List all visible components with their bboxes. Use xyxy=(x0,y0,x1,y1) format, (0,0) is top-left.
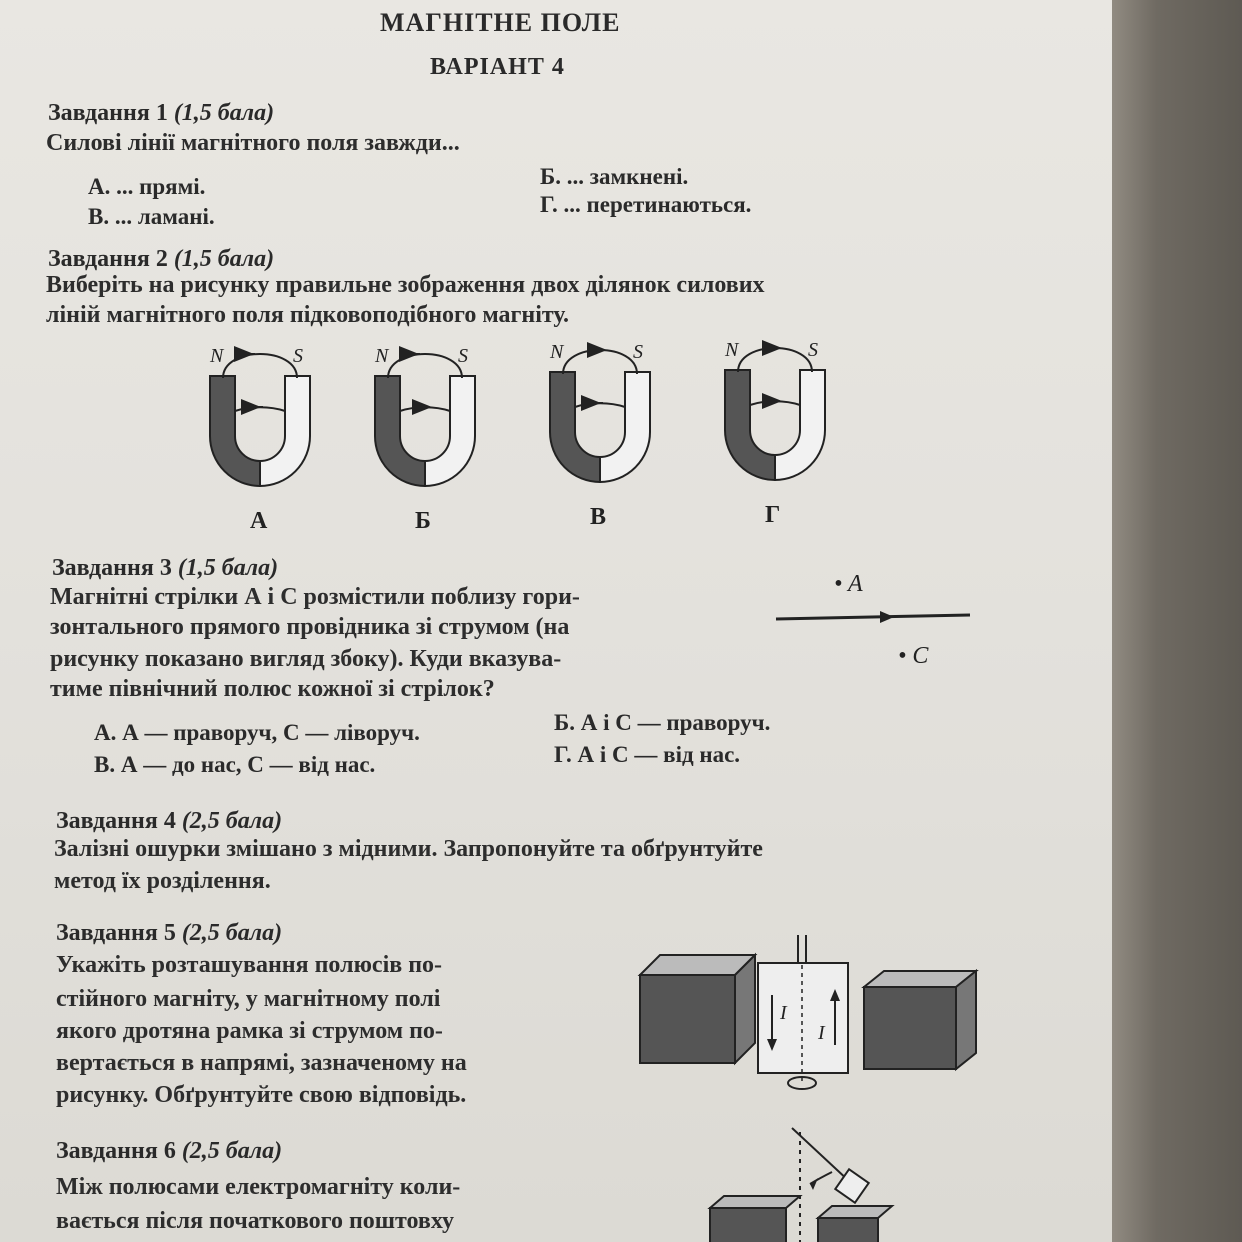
task6-line1: Між полюсами електромагніту коли- xyxy=(56,1174,461,1200)
point-a-label: • A xyxy=(834,571,863,597)
task3-option-a: А. А — праворуч, С — ліворуч. xyxy=(94,720,420,745)
task1-option-g: Г. ... перетинаються. xyxy=(540,192,752,217)
task1-heading-text: Завдання 1 xyxy=(48,100,168,126)
task4-heading xyxy=(56,808,282,835)
magnet-g-north: N xyxy=(725,339,739,361)
current-label-left: I xyxy=(780,1002,787,1024)
task6-line2: вається після початкового поштовху xyxy=(56,1208,454,1234)
task1-question: Силові лінії магнітного поля завжди... xyxy=(46,130,460,156)
task2-heading-text: Завдання 2 xyxy=(48,246,168,272)
magnet-a-north: N xyxy=(210,345,224,367)
task1-heading xyxy=(48,100,274,127)
point-c-label: • C xyxy=(898,643,929,669)
magnet-a xyxy=(209,345,310,534)
task3-line4: тиме північний полюс кожної зі стрілок? xyxy=(50,676,495,702)
horseshoe-figures xyxy=(190,336,910,536)
task5-heading-text: Завдання 5 xyxy=(56,920,176,946)
current-arrow-icon xyxy=(880,611,894,623)
task1-option-a: А. ... прямі. xyxy=(88,174,206,199)
variant-title: ВАРІАНТ 4 xyxy=(430,54,565,80)
task2-heading xyxy=(48,246,274,273)
task3-option-g: Г. А і С — від нас. xyxy=(554,742,741,767)
magnet-b-north: N xyxy=(375,345,389,367)
wire-frame xyxy=(758,935,848,1089)
task4-line1: Залізні ошурки змішано з мідними. Запропонуйте та обґрунтуйте xyxy=(54,836,763,862)
magnet-a-label: А xyxy=(250,508,268,534)
left-magnet-block xyxy=(640,955,755,1063)
task5-points: (2,5 бала) xyxy=(181,920,283,946)
task1-points: (1,5 бала) xyxy=(173,100,275,126)
task3-line1: Магнітні стрілки А і С розмістили поблизу гори- xyxy=(50,584,580,610)
magnet-v-north: N xyxy=(550,341,564,363)
magnet-b-label: Б xyxy=(415,508,431,534)
task1-option-v: В. ... ламані. xyxy=(88,204,215,229)
task6-points: (2,5 бала) xyxy=(181,1138,283,1164)
magnet-v-label: В xyxy=(590,504,607,530)
task3-heading xyxy=(52,555,278,582)
task5-line2: стійного магніту, у магнітному полі xyxy=(56,986,441,1012)
right-magnet-block xyxy=(864,971,976,1069)
current-label-right: I xyxy=(818,1022,825,1044)
magnet-g-south: S xyxy=(808,339,818,361)
task6-heading xyxy=(56,1138,282,1165)
magnet-v xyxy=(549,341,650,530)
task5-heading xyxy=(56,920,282,947)
task2-question-line1: Виберіть на рисунку правильне зображення двох ділянок силових xyxy=(46,272,765,298)
task5-line3: якого дротяна рамка зі струмом по- xyxy=(56,1018,443,1044)
frame-figure xyxy=(630,935,990,1095)
task3-points: (1,5 бала) xyxy=(177,555,279,581)
electromagnet-left xyxy=(710,1208,786,1242)
page-title: МАГНІТНЕ ПОЛЕ xyxy=(380,8,621,37)
wire-line xyxy=(776,615,970,619)
task4-line2: метод їх розділення. xyxy=(54,868,271,894)
pendulum-figure xyxy=(700,1122,900,1242)
task4-points: (2,5 бала) xyxy=(181,808,283,834)
task3-option-v: В. А — до нас, С — від нас. xyxy=(94,752,376,777)
magnet-g xyxy=(724,339,825,528)
magnet-a-south: S xyxy=(293,345,303,367)
task5-line1: Укажіть розташування полюсів по- xyxy=(56,952,443,978)
task5-line4: вертається в напрямі, зазначеному на xyxy=(56,1050,467,1076)
task2-points: (1,5 бала) xyxy=(173,246,275,272)
task5-line5: рисунку. Обґрунтуйте свою відповідь. xyxy=(56,1082,467,1108)
task3-line2: зонтального прямого провідника зі струмом (на xyxy=(50,614,570,640)
magnet-v-south: S xyxy=(633,341,643,363)
magnet-b xyxy=(374,345,475,534)
task3-option-b: Б. А і С — праворуч. xyxy=(554,710,771,735)
magnet-b-south: S xyxy=(458,345,468,367)
desk-background xyxy=(1100,0,1242,1242)
task3-line3: рисунку показано вигляд збоку). Куди вказува- xyxy=(50,646,562,672)
task1-option-b: Б. ... замкнені. xyxy=(540,164,689,189)
magnet-g-label: Г xyxy=(765,502,781,528)
task2-question-line2: ліній магнітного поля підковоподібного магніту. xyxy=(46,302,569,328)
task3-heading-text: Завдання 3 xyxy=(52,555,172,581)
electromagnet-right xyxy=(818,1218,878,1242)
task4-heading-text: Завдання 4 xyxy=(56,808,176,834)
wire-figure xyxy=(770,565,990,675)
task6-heading-text: Завдання 6 xyxy=(56,1138,176,1164)
